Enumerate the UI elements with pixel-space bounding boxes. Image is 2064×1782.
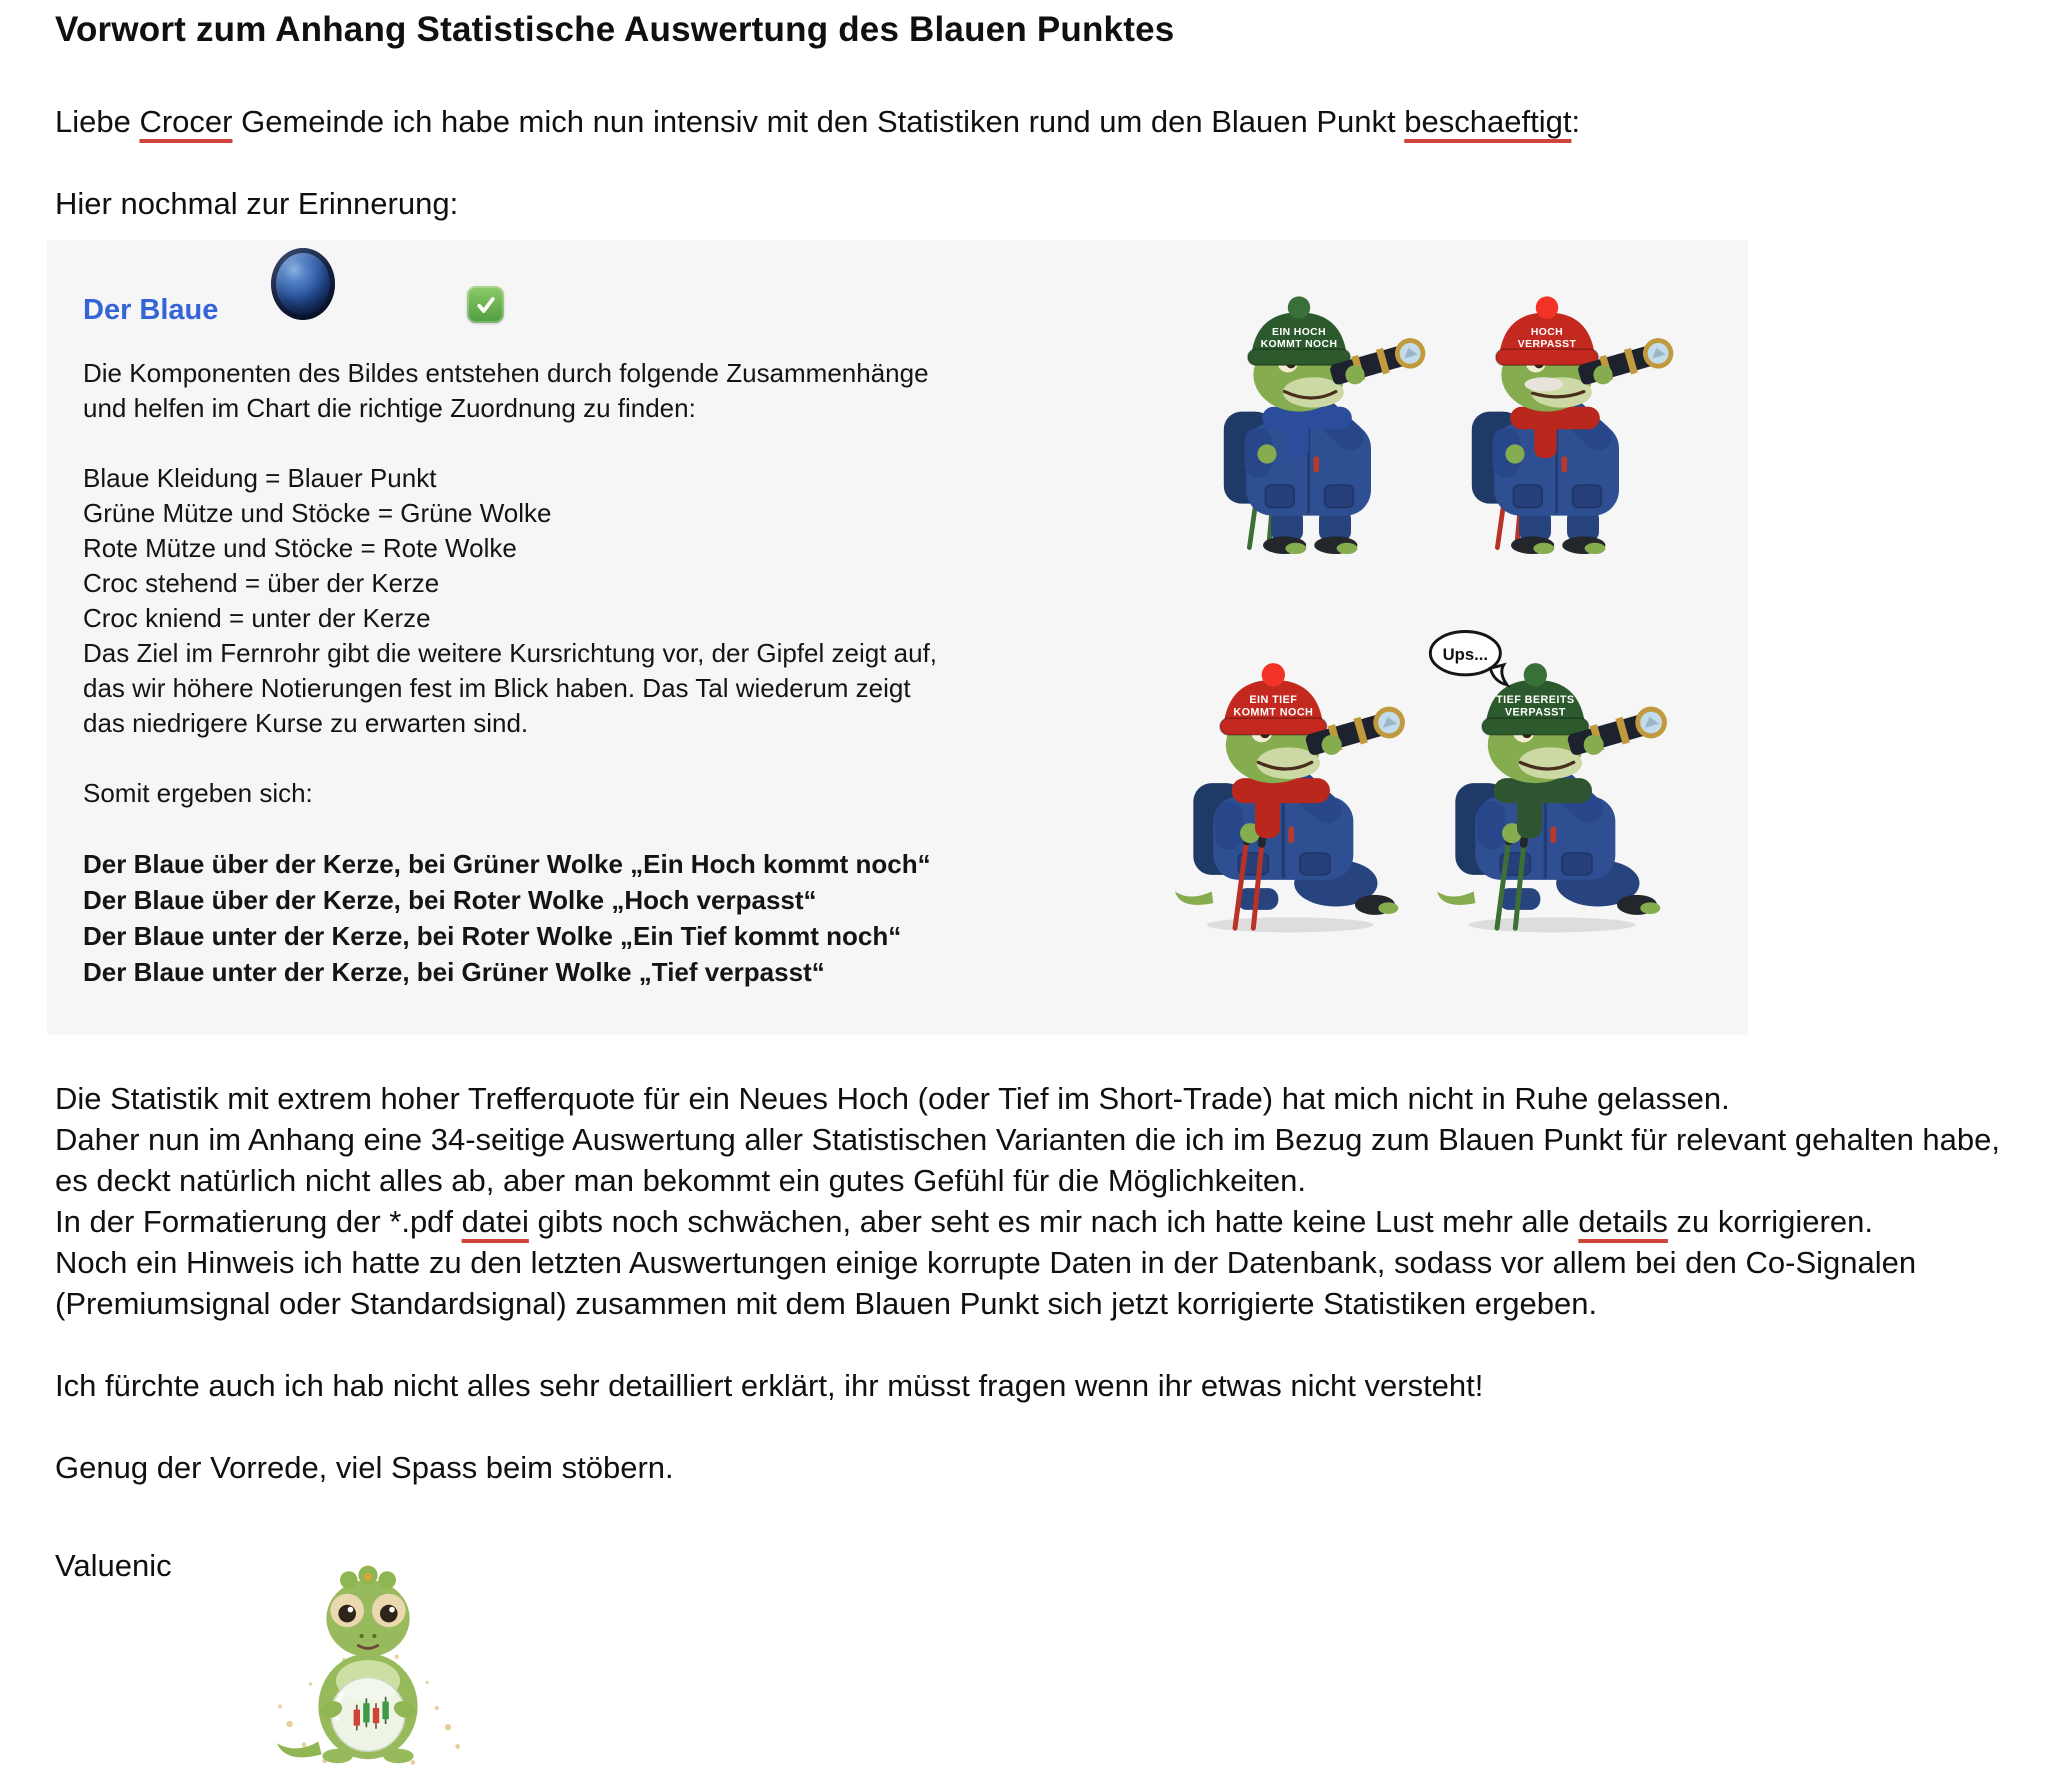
hat-text: KOMMT NOCH — [1260, 338, 1338, 350]
blank-line — [83, 426, 937, 461]
speech-bubble-text: Ups... — [1442, 644, 1489, 664]
hat-text: VERPASST — [1517, 338, 1577, 350]
misspelled-word-details: details — [1578, 1204, 1668, 1239]
explanation-line: Die Komponenten des Bildes entstehen durch folgende Zusammenhänge — [83, 358, 929, 388]
telescope-note-line: das wir höhere Notierungen fest im Blick haben. Das Tal wiederum zeigt — [83, 673, 911, 703]
mapping-line: Blaue Kleidung = Blauer Punkt — [83, 463, 437, 493]
rule-line: Der Blaue über der Kerze, bei Grüner Wolke „Ein Hoch kommt noch“ — [83, 849, 931, 879]
misspelled-word-crocer: Crocer — [139, 104, 233, 139]
blue-dot-icon — [271, 248, 335, 320]
greeting-paragraph — [55, 104, 1580, 140]
blue-dot-info-box — [47, 240, 1748, 1035]
hat-text: HOCH — [1530, 326, 1564, 338]
gecko-mascot-illustration — [248, 1556, 488, 1780]
page-title: Vorwort zum Anhang Statistische Auswertung des Blauen Punktes — [55, 10, 1175, 49]
hat-text: VERPASST — [1504, 706, 1566, 719]
hat-text: KOMMT NOCH — [1233, 706, 1314, 719]
paragraph-text: In der Formatierung der *.pdf — [55, 1204, 462, 1239]
signature: Valuenic — [55, 1548, 172, 1583]
checkmark-glyph — [474, 293, 498, 317]
rule-line: Der Blaue unter der Kerze, bei Roter Wolke „Ein Tief kommt noch“ — [83, 921, 902, 951]
telescope-note-line: Das Ziel im Fernrohr gibt die weitere Kursrichtung vor, der Gipfel zeigt auf, — [83, 638, 938, 668]
paragraph-statistik: Die Statistik mit extrem hoher Trefferquote für ein Neues Hoch (oder Tief im Short-Trade) hat mich nicht in Ruhe gelassen. — [55, 1081, 1730, 1116]
explanation-line: und helfen im Chart die richtige Zuordnung zu finden: — [83, 393, 696, 423]
paragraph-text: zu korrigieren. — [1667, 1204, 1873, 1239]
hat-text: TIEF BEREITS — [1496, 694, 1575, 707]
mapping-line: Croc kniend = unter der Kerze — [83, 603, 431, 633]
info-box-text — [83, 356, 937, 990]
somit-line: Somit ergeben sich: — [83, 778, 313, 808]
mapping-line: Rote Mütze und Stöcke = Rote Wolke — [83, 533, 517, 563]
croc-illustration-ein-hoch-kommt-noch — [1195, 290, 1435, 562]
paragraph-hinweis: Noch ein Hinweis ich hatte zu den letzten Auswertungen einige korrupte Daten in der Datenbank, sodass vor allem bei den Co-Signalen (Premiumsignal oder Standardsignal) zusammen mit dem Blauen Punkt sich jetzt korrigierte Statistiken ergeben. — [55, 1245, 1917, 1321]
misspelled-word-datei: datei — [461, 1204, 529, 1239]
greeting-text: Liebe — [55, 104, 140, 139]
blank-line — [83, 811, 937, 846]
croc-illustration-hoch-verpasst — [1443, 290, 1683, 562]
mapping-line: Grüne Mütze und Stöcke = Grüne Wolke — [83, 498, 552, 528]
speech-bubble — [1430, 632, 1507, 685]
telescope-note-line: das niedrigere Kurse zu erwarten sind. — [83, 708, 529, 738]
paragraph-schluss: Genug der Vorrede, viel Spass beim stöbern. — [55, 1450, 674, 1485]
croc-illustration-tief-bereits-verpasst — [1427, 623, 1677, 940]
paragraph-text: gibts noch schwächen, aber seht es mir nach ich hatte keine Lust mehr alle — [528, 1204, 1579, 1239]
paragraph-anhang: Daher nun im Anhang eine 34-seitige Auswertung aller Statistischen Varianten die ich im Bezug zum Blauen Punkt für relevant gehalten habe, es deckt natürlich nicht alles ab, aber man bekommt ein gutes Gefühl für die Möglichkeiten. — [55, 1122, 2000, 1198]
greeting-text: Gemeinde ich habe mich nun intensiv mit den Statistiken rund um den Blauen Punkt — [232, 104, 1405, 139]
rule-line: Der Blaue über der Kerze, bei Roter Wolke „Hoch verpasst“ — [83, 885, 817, 915]
blue-dot-label: Der Blaue — [83, 294, 219, 326]
greeting-text: : — [1571, 104, 1581, 139]
paragraph-fuerchte: Ich fürchte auch ich hab nicht alles sehr detailliert erklärt, ihr müsst fragen wenn ihr etwas nicht versteht! — [55, 1368, 1484, 1403]
croc-illustration-ein-tief-kommt-noch — [1165, 623, 1415, 940]
hat-text: EIN TIEF — [1249, 694, 1298, 707]
reminder-line: Hier nochmal zur Erinnerung: — [55, 186, 459, 221]
hat-text: EIN HOCH — [1271, 326, 1327, 338]
green-checkmark-icon — [467, 286, 504, 323]
rule-line: Der Blaue unter der Kerze, bei Grüner Wolke „Tief verpasst“ — [83, 957, 825, 987]
mapping-line: Croc stehend = über der Kerze — [83, 568, 440, 598]
paragraph-formatierung — [55, 1201, 2020, 1242]
misspelled-word-beschaeftigt: beschaeftigt — [1404, 104, 1572, 139]
blank-line — [83, 741, 937, 776]
body-paragraphs — [55, 1078, 2020, 1586]
